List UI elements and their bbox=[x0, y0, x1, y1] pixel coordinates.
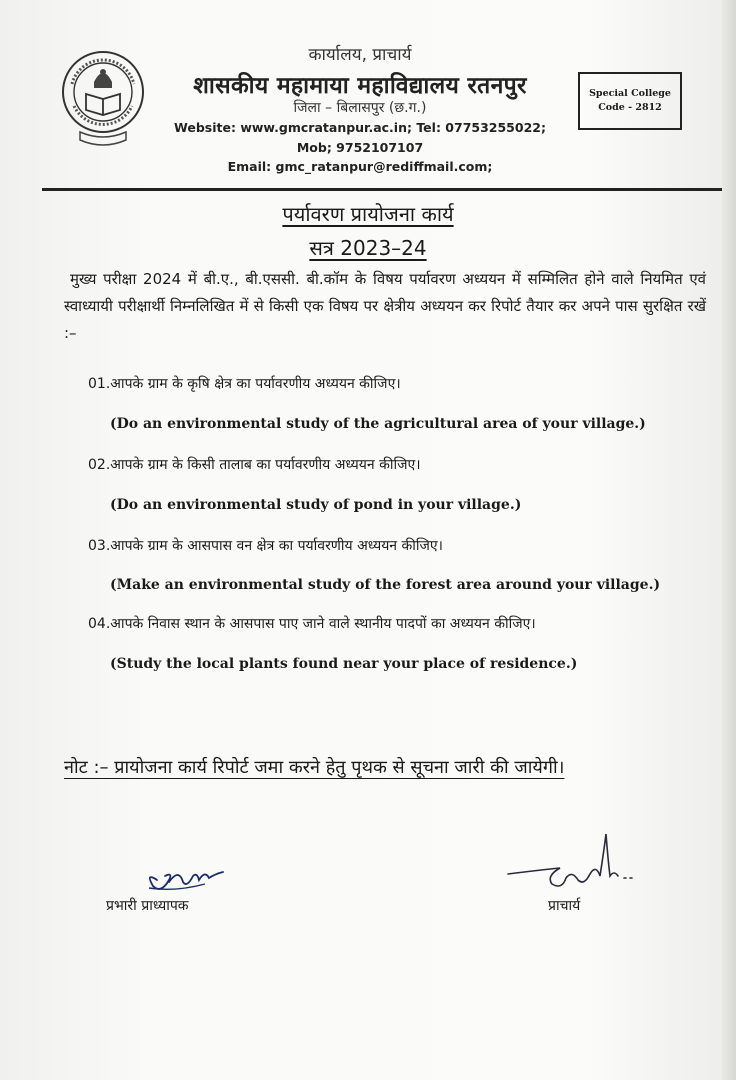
topic-3-english: (Make an environmental study of the forest area around your village.) bbox=[110, 577, 661, 593]
session-title: सत्र 2023–24 bbox=[309, 236, 427, 260]
principal-label: प्राचार्य bbox=[548, 898, 581, 914]
district-line: जिला – बिलासपुर (छ.ग.) bbox=[293, 100, 427, 116]
in-charge-professor-label: प्रभारी प्राध्यापक bbox=[106, 898, 189, 914]
note-line: नोट :– प्रायोजना कार्य रिपोर्ट जमा करने हेतु पृथक से सूचना जारी की जायेगी। bbox=[64, 757, 565, 778]
topic-2-english: (Do an environmental study of pond in your village.) bbox=[110, 497, 522, 513]
college-code-box bbox=[578, 72, 682, 130]
header-divider bbox=[42, 188, 722, 191]
in-charge-signature-icon bbox=[135, 858, 235, 898]
website-line: Website: www.gmcratanpur.ac.in; Tel: 07753255022; bbox=[174, 120, 546, 135]
topic-1-hindi: 01.आपके ग्राम के कृषि क्षेत्र का पर्यावरणीय अध्ययन कीजिए। bbox=[88, 376, 401, 392]
code-box-line1: Special College bbox=[589, 88, 671, 100]
email-line: Email: gmc_ratanpur@rediffmail.com; bbox=[227, 159, 493, 174]
code-box-line2: Code - 2812 bbox=[598, 102, 662, 113]
college-seal-icon bbox=[60, 46, 146, 152]
topic-1-english: (Do an environmental study of the agricultural area of your village.) bbox=[110, 416, 646, 432]
document-title: पर्यावरण प्रायोजना कार्य bbox=[282, 202, 454, 226]
topic-3-hindi: 03.आपके ग्राम के आसपास वन क्षेत्र का पर्यावरणीय अध्ययन कीजिए। bbox=[88, 538, 443, 554]
mobile-line: Mob; 9752107107 bbox=[296, 140, 424, 155]
intro-paragraph: मुख्य परीक्षा 2024 में बी.ए., बी.एससी. बी.कॉम के विषय पर्यावरण अध्ययन में सम्मिलित होने वाले नियमित एवं स्वाध्यायी परीक्षार्थी निम्नलिखित में से किसी एक विषय पर क्षेत्रीय अध्ययन कर रिपोर्ट तैयार कर अपने पास सुरक्षित रखें :– bbox=[64, 270, 706, 342]
principal-signature-icon bbox=[500, 830, 640, 898]
college-name: शासकीय महामाया महाविद्यालय रतनपुर bbox=[193, 73, 527, 99]
topic-2-hindi: 02.आपके ग्राम के किसी तालाब का पर्यावरणीय अध्ययन कीजिए। bbox=[88, 457, 421, 473]
topic-4-hindi: 04.आपके निवास स्थान के आसपास पाए जाने वाले स्थानीय पादपों का अध्ययन कीजिए। bbox=[88, 616, 536, 632]
page-edge bbox=[722, 0, 736, 1080]
office-heading: कार्यालय, प्राचार्य bbox=[308, 45, 412, 65]
topic-4-english: (Study the local plants found near your place of residence.) bbox=[110, 656, 578, 672]
